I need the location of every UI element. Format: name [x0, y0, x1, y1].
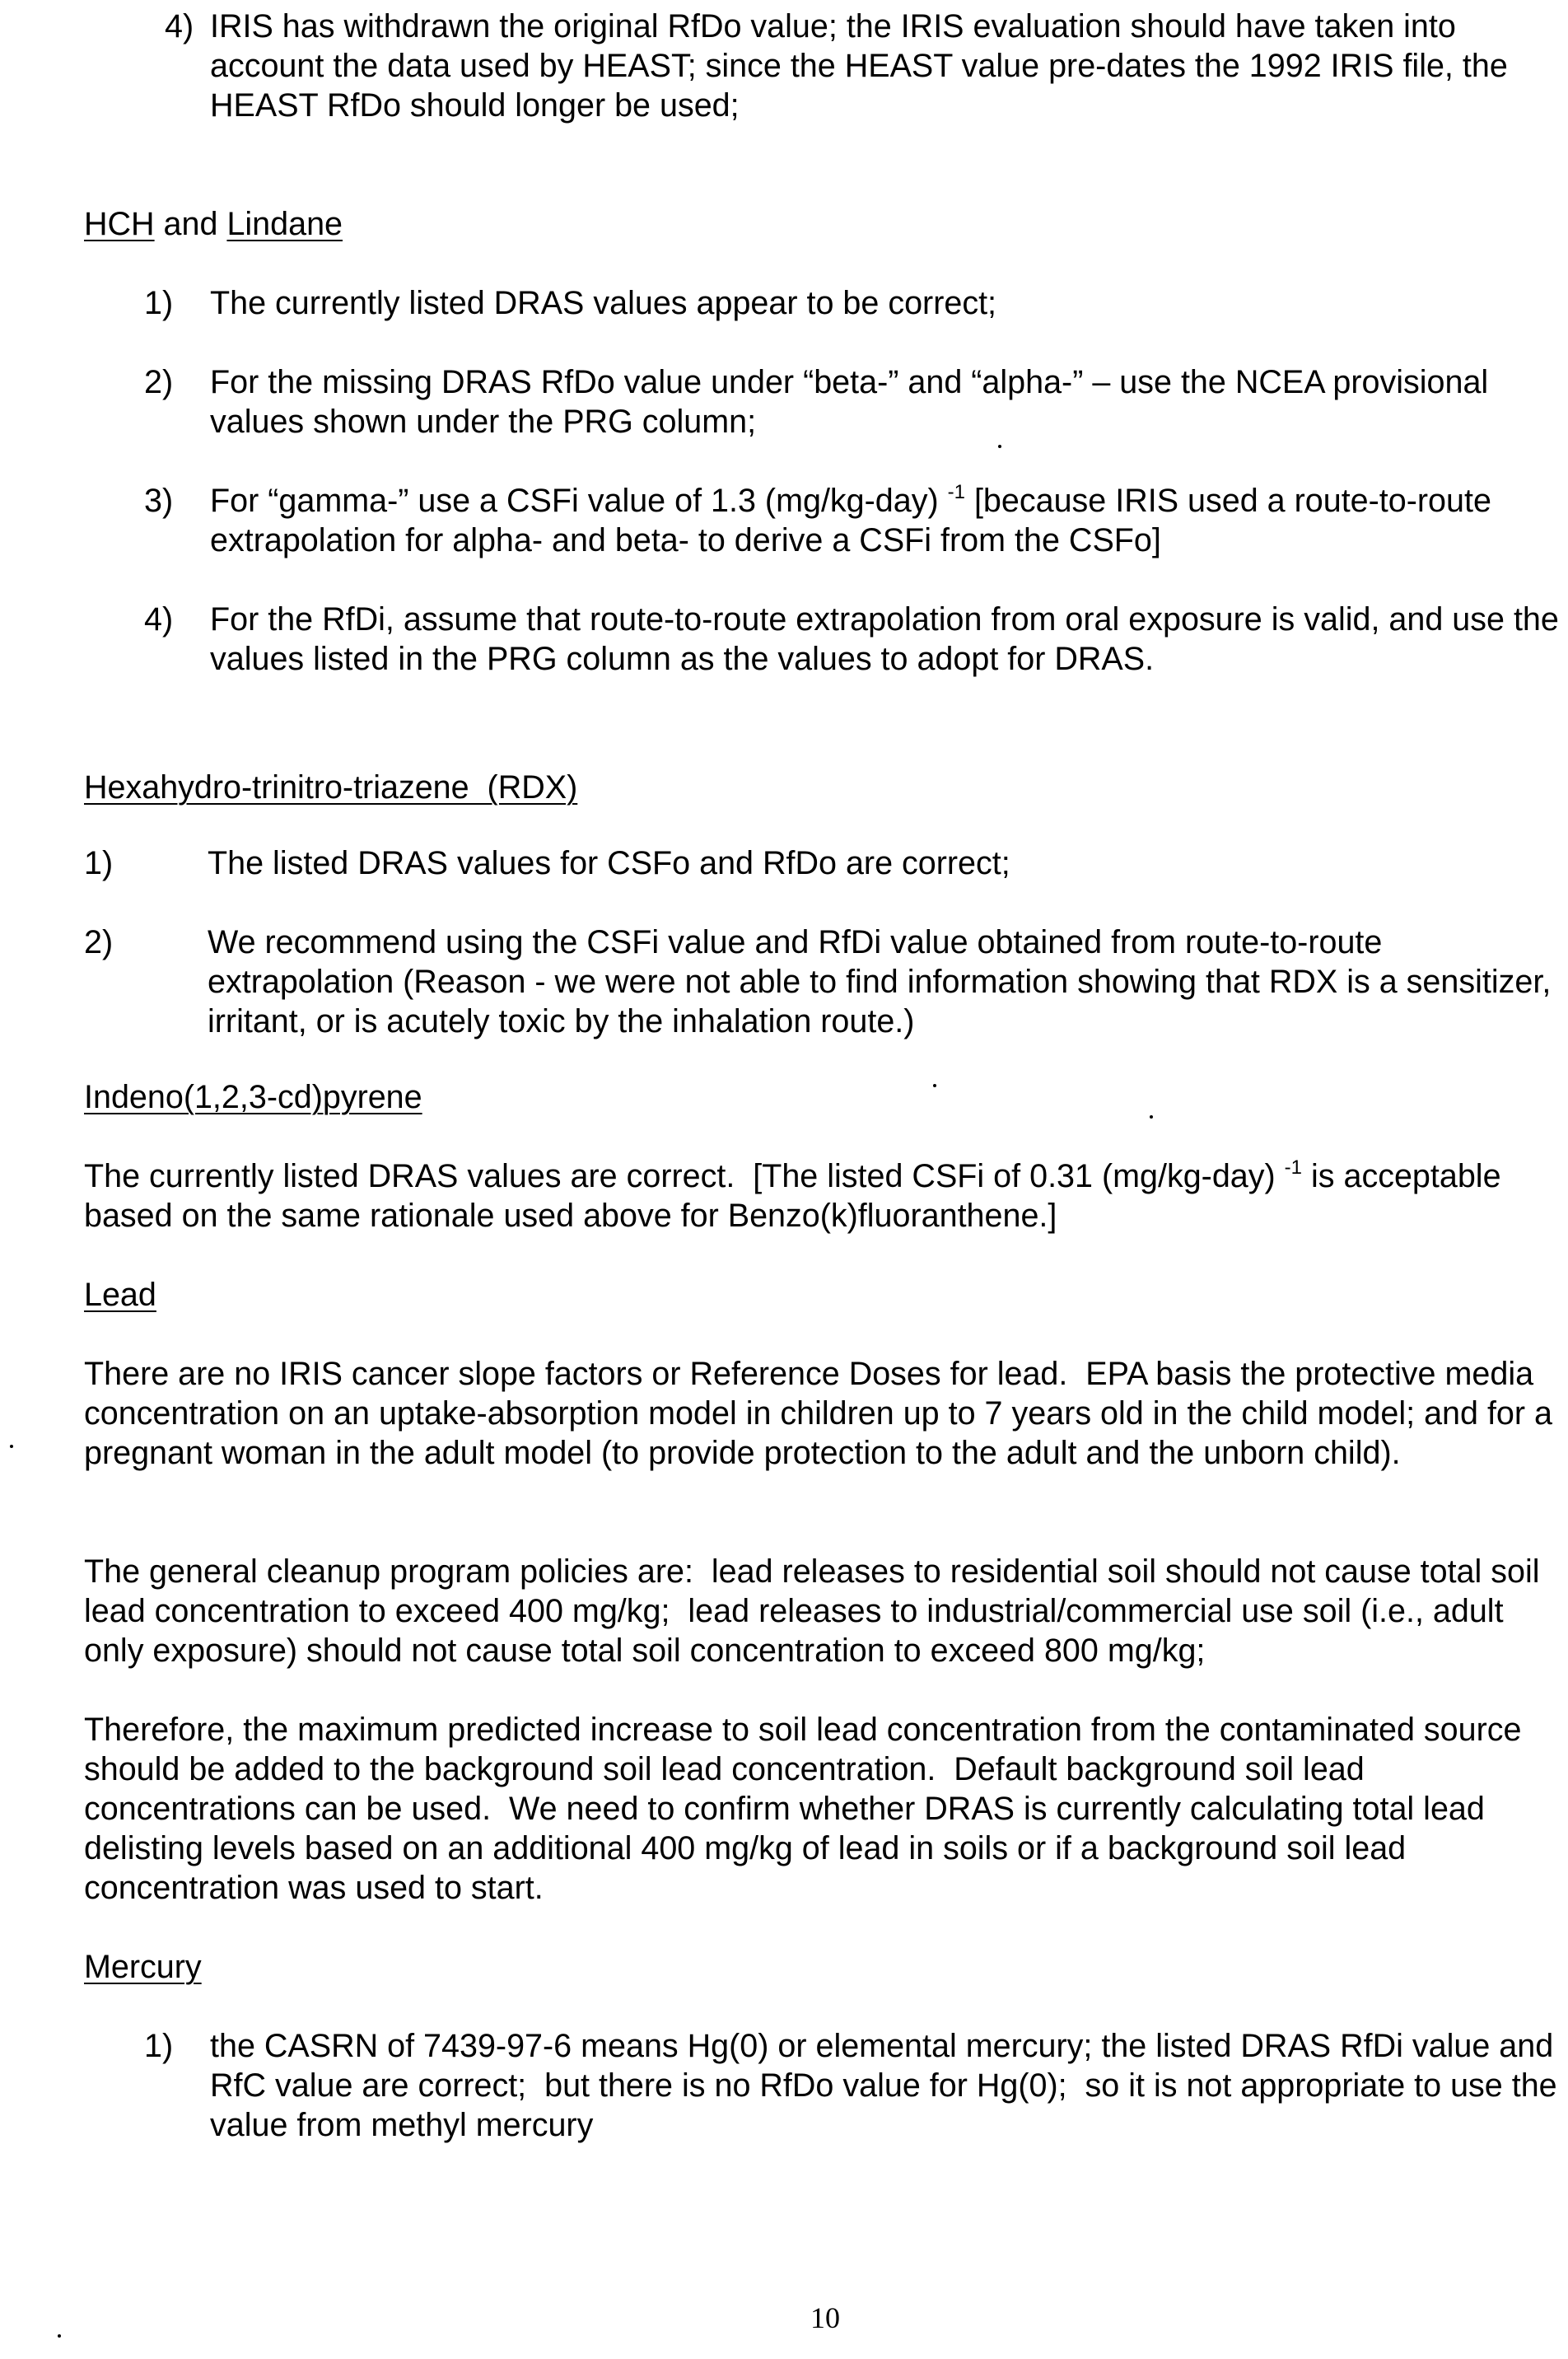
item-number: 3)	[144, 483, 174, 519]
section-heading-lead: Lead	[84, 1277, 156, 1313]
section-heading-mercury: Mercury	[84, 1949, 202, 1985]
item-number: 4)	[165, 8, 194, 44]
text-post: is acceptable based on the same rationale used above for Benzo(k)fluoranthene.]	[84, 1158, 1501, 1234]
scan-speck	[1150, 1115, 1153, 1119]
section-heading-indeno: Indeno(1,2,3-cd)pyrene	[84, 1079, 422, 1115]
item-number: 1)	[144, 285, 174, 321]
text-pre: The currently listed DRAS values are correct. [The listed CSFi of 0.31 (mg/kg-day)	[84, 1158, 1285, 1194]
item-text	[210, 481, 1561, 560]
paragraph: Therefore, the maximum predicted increase to soil lead concentration from the contaminated source should be added to the background soil lead concentration. Default background soil lead concentrations can be used. We need to confirm whether DRAS is currently calculating total lead delisting levels based on an additional 400 mg/kg of lead in soils or if a background soil lead concentration was used to start.	[84, 1712, 1531, 1906]
text-post: [because IRIS used a route-to-route extrapolation for alpha- and beta- to derive a CSFi from the CSFo]	[210, 483, 1491, 558]
scan-speck	[933, 1084, 936, 1087]
paragraph: There are no IRIS cancer slope factors or Reference Doses for lead. EPA basis the protective media concentration on an uptake-absorption model in children up to 7 years old in the child model; and for a pregnant woman in the adult model (to provide protection to the adult and the unborn child).	[84, 1356, 1561, 1471]
item-number: 1)	[144, 2028, 174, 2064]
text-pre: For “gamma-” use a CSFi value of 1.3 (mg/kg-day)	[210, 483, 948, 519]
item-text: The currently listed DRAS values appear to be correct;	[210, 285, 997, 321]
scan-speck	[998, 445, 1001, 448]
page-number: 10	[810, 2301, 840, 2334]
scan-speck	[58, 2334, 61, 2338]
scan-speck	[10, 1445, 13, 1448]
item-text: For the missing DRAS RfDo value under “beta-” and “alpha-” – use the NCEA provisional values shown under the PRG column;	[210, 364, 1489, 440]
item-text: The listed DRAS values for CSFo and RfDo are correct;	[208, 845, 1010, 881]
superscript: -1	[1284, 1156, 1302, 1179]
item-number: 1)	[84, 845, 114, 881]
item-text: IRIS has withdrawn the original RfDo value; the IRIS evaluation should have taken into account the data used by HEAST; since the HEAST value pre-dates the 1992 IRIS file, the HEAST RfDo should longer be used;	[210, 8, 1508, 124]
superscript: -1	[947, 481, 965, 503]
heading-hch: HCH	[84, 206, 155, 242]
paragraph	[84, 1156, 1558, 1236]
paragraph: The general cleanup program policies are: lead releases to residential soil should not cause total soil lead concentration to exceed 400 mg/kg; lead releases to industrial/commercial use soil (i.e., adult only exposure) should not cause total soil concentration to exceed 800 mg/kg;	[84, 1553, 1549, 1669]
heading-and: and	[154, 206, 227, 242]
item-text: the CASRN of 7439-97-6 means Hg(0) or elemental mercury; the listed DRAS RfDi value and RfC value are correct; but there is no RfDo value for Hg(0); so it is not appropriate to use the value from methyl mercury	[210, 2028, 1566, 2143]
item-number: 2)	[144, 364, 174, 400]
item-text: For the RfDi, assume that route-to-route extrapolation from oral exposure is valid, and use the values listed in the PRG column as the values to adopt for DRAS.	[210, 601, 1559, 677]
heading-lindane: Lindane	[226, 206, 343, 242]
section-heading-hch-lindane	[84, 204, 343, 244]
item-text: We recommend using the CSFi value and RfDi value obtained from route-to-route extrapolation (Reason - we were not able to find information showing that RDX is a sensitizer, irritant, or is acutely toxic by the inhalation route.)	[208, 924, 1552, 1039]
section-heading-rdx: Hexahydro-trinitro-triazene (RDX)	[84, 769, 578, 806]
item-number: 2)	[84, 924, 114, 960]
item-number: 4)	[144, 601, 174, 638]
